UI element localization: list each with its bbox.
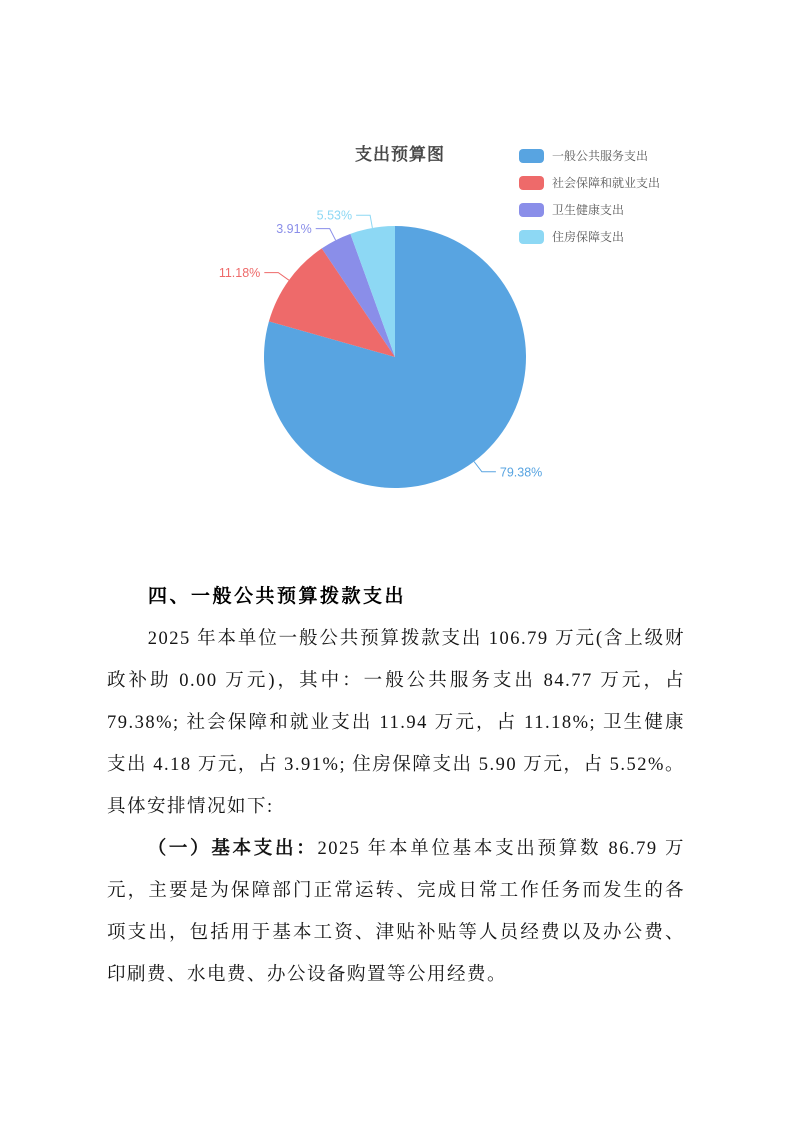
expenditure-budget-chart: [115, 138, 685, 538]
legend-item: [519, 142, 660, 169]
pie-leader-line: [316, 229, 336, 241]
pie-percent-label: 11.18%: [218, 266, 261, 281]
legend-swatch: [519, 203, 544, 217]
budget-summary-paragraph: 2025 年本单位一般公共预算拨款支出 106.79 万元(含上级财政补助 0.00 万元)，其中：一般公共服务支出 84.77 万元，占 79.38%; 社会保障和就业支出 11.94 万元，占 11.18%; 卫生健康支出 4.18 万元，占 3.91%; 住房保障支出 5.90 万元，占 5.52%。具体安排情况如下:: [107, 629, 685, 817]
legend-swatch: [519, 149, 544, 163]
legend-swatch: [519, 176, 544, 190]
basic-expenditure-paragraph: [107, 828, 685, 996]
chart-title: 支出预算图: [355, 145, 445, 164]
pie-leader-line: [474, 462, 496, 472]
basic-expenditure-text: 2025 年本单位基本支出预算数 86.79 万元，主要是为保障部门正常运转、完成日常工作任务而发生的各项支出，包括用于基本工资、津贴补贴等人员经费以及办公费、印刷费、水电费、办公设备购置等公用经费。: [107, 839, 685, 985]
pie-percent-label: 5.53%: [316, 208, 353, 223]
legend-item: [519, 223, 660, 250]
legend-label: 一般公共服务支出: [552, 149, 649, 163]
legend-swatch: [519, 230, 544, 244]
legend-item: [519, 196, 660, 223]
legend-item: [519, 169, 660, 196]
pie-percent-label: 3.91%: [276, 222, 312, 237]
pie-percent-label: 79.38%: [499, 465, 543, 480]
document-body: [107, 576, 685, 996]
chart-legend: [519, 142, 660, 250]
legend-label: 住房保障支出: [552, 230, 625, 244]
pie-leader-line: [264, 273, 289, 281]
pie-leader-line: [356, 215, 372, 228]
section-heading: 四、一般公共预算拨款支出: [148, 586, 407, 607]
basic-expenditure-lead: （一）基本支出：: [147, 839, 318, 859]
legend-label: 卫生健康支出: [552, 203, 625, 217]
legend-label: 社会保障和就业支出: [552, 176, 661, 190]
